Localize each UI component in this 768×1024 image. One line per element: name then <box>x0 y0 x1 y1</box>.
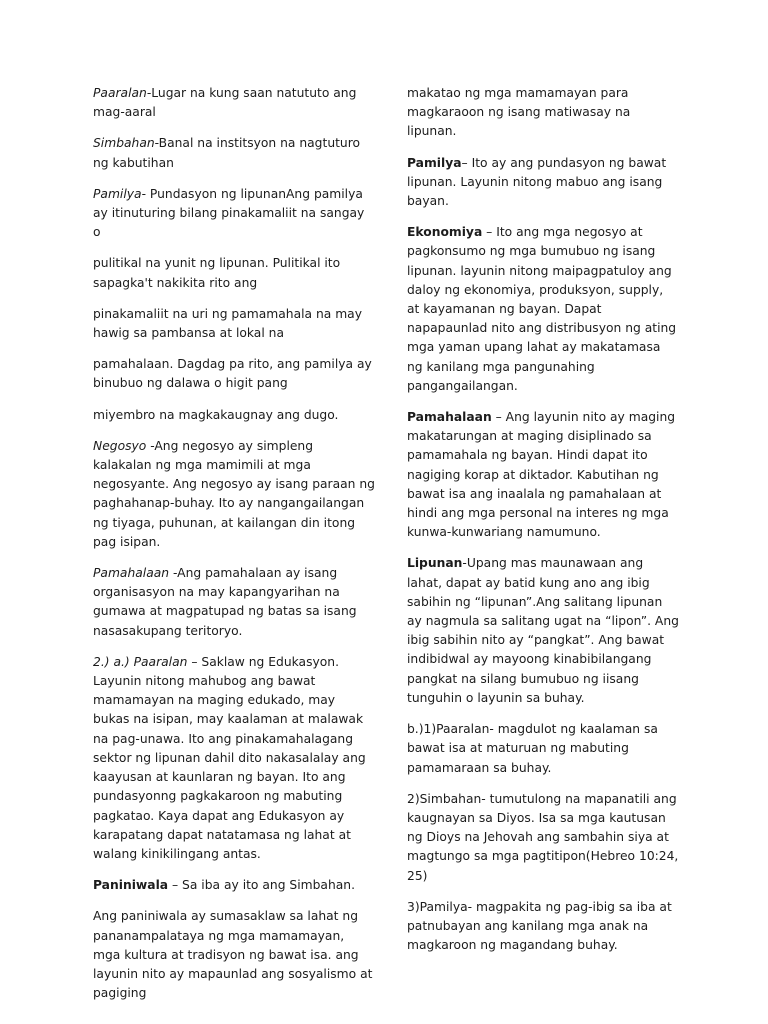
paragraph-text: pamahalaan. Dagdag pa rito, ang pamilya ay binubuo ng dalawa o higit pang <box>93 357 372 391</box>
left-paragraph <box>93 305 375 343</box>
paragraph-text: -Lugar na kung saan natututo ang mag-aaral <box>93 86 357 120</box>
right-paragraph <box>407 898 679 956</box>
paragraph-text: – Ito ang mga negosyo at pagkonsumo ng mga bumubuo ng isang lipunan. layunin nitong maipagpatuloy ang daloy ng ekonomiya, produksyon, supply, at kayamanan ng bayan. Dapat napapaunlad nito ang distribusyon ng ating mga yaman upang lahat ay makatamasa ng kanilang mga pangunahing pangangailangan. <box>407 225 677 393</box>
paragraph-text: 2)Simbahan- tumutulong na mapanatili ang kaugnayan sa Diyos. Isa sa mga kautusan ng Dioys na Jehovah ang sambahin siya at magtungo sa mga pagtitipon(Hebreo 10:24, 25) <box>407 791 679 883</box>
paragraph-term: Negosyo <box>93 438 147 453</box>
left-paragraph <box>93 185 375 243</box>
left-paragraph <box>93 406 375 425</box>
paragraph-text: - Pundasyon ng lipunanAng pamilya ay itinuturing bilang pinakamaliit na sangay o <box>93 186 365 240</box>
paragraph-text: – Ito ay ang pundasyon ng bawat lipunan. Layunin nitong mabuo ang isang bayan. <box>407 155 667 209</box>
left-paragraph <box>93 355 375 393</box>
paragraph-text: pulitikal na yunit ng lipunan. Pulitikal ito sapagka't nakikita rito ang <box>93 256 341 290</box>
paragraph-term: Pamahalaan <box>93 566 170 581</box>
right-paragraph <box>407 84 679 142</box>
paragraph-text: – Ang layunin nito ay maging makatarungan at maging disiplinado sa pamamahala ng bayan. Hindi dapat ito nagiging korap at diktador. Kabutihan ng bawat isa ang inaalala ng pamahalaan at hindi ang mga personal na interes ng mga kunwa-kunwariang namumuno. <box>407 410 676 540</box>
paragraph-term: Pamilya <box>407 155 462 170</box>
left-paragraph <box>93 876 375 895</box>
paragraph-term: 2.) a.) Paaralan <box>93 654 188 669</box>
paragraph-term: Paniniwala <box>93 878 169 893</box>
right-column <box>407 84 679 967</box>
paragraph-text: Ang paniniwala ay sumasaklaw sa lahat ng pananampalataya ng mga mamamayan, mga kultura at tradisyon ng bawat isa. ang layunin nito ay mapaunlad ang sosyalismo at pagiging <box>93 909 373 1001</box>
right-paragraph <box>407 223 679 396</box>
paragraph-text: pinakamaliit na uri ng pamamahala na may hawig sa pambansa at lokal na <box>93 306 362 341</box>
right-paragraph <box>407 408 679 542</box>
paragraph-text: b.)1)Paaralan- magdulot ng kaalaman sa bawat isa at maturuan ng mabuting pamamaraan sa buhay. <box>407 722 658 775</box>
left-paragraph <box>93 564 375 641</box>
right-paragraph <box>407 154 679 212</box>
paragraph-text: -Upang mas maunawaan ang lahat, dapat ay batid kung ano ang ibig sabihin ng “lipunan”.Ang salitang lipunan ay nagmula sa salitang ugat na “lipon”. Ang ibig sabihin nito ay “pangkat”. Ang bawat indibidwal ay mayoong kinabibilangang pangkat na silang bumubuo ng iisang tunguhin o layunin sa buhay. <box>407 556 679 705</box>
paragraph-term: Simbahan <box>93 136 155 151</box>
left-paragraph <box>93 254 375 292</box>
paragraph-term: Lipunan <box>407 556 463 571</box>
paragraph-term: Pamahalaan <box>407 410 492 425</box>
paragraph-text: 3)Pamilya- magpakita ng pag-ibig sa iba at patnubayan ang kanilang mga anak na magkaroon ng magandang buhay. <box>407 899 672 953</box>
left-paragraph <box>93 134 375 172</box>
paragraph-text: – Sa iba ay ito ang Simbahan. <box>168 878 355 893</box>
paragraph-text: -Ang pamahalaan ay isang organisasyon na may kapangyarihan na gumawa at magpatupad ng batas sa isang nasasakupang teritoryo. <box>93 566 357 638</box>
paragraph-term: Pamilya <box>93 186 142 201</box>
right-paragraph <box>407 790 679 886</box>
paragraph-text: miyembro na magkakaugnay ang dugo. <box>93 407 339 422</box>
left-paragraph <box>93 437 375 552</box>
left-paragraph <box>93 907 375 1003</box>
paragraph-term: Paaralan <box>93 86 147 100</box>
paragraph-term: Ekonomiya <box>407 225 483 240</box>
paragraph-text: -Ang negosyo ay simpleng kalakalan ng mga mamimili at mga negosyante. Ang negosyo ay isang paraan ng paghahanap-buhay. Ito ay nangangailangan ng tiyaga, puhunan, at kailangan din itong pag isipan. <box>93 438 375 549</box>
paragraph-text: -Banal na institsyon na nagtuturo ng kabutihan <box>93 136 361 170</box>
paragraph-text: makatao ng mga mamamayan para magkaraoon ng isang matiwasay na lipunan. <box>407 86 631 139</box>
left-paragraph <box>93 653 375 864</box>
right-paragraph <box>407 720 679 778</box>
left-column <box>93 84 375 1015</box>
left-paragraph <box>93 84 375 122</box>
right-paragraph <box>407 554 679 708</box>
paragraph-text: – Saklaw ng Edukasyon. Layunin nitong mahubog ang bawat mamamayan na maging edukado, may bukas na isipan, may kaalaman at malawak na pag-unawa. Ito ang pinakamahalagang sektor ng lipunan dahil dito nakasalalay ang kaayusan at kaunlaran ng bayan. Ito ang pundasyonng pagkakaroon ng mabuting pagkatao. Kaya dapat ang Edukasyon ay karapatang dapat natatamasa ng lahat at walang kinikilingang antas. <box>93 654 366 861</box>
